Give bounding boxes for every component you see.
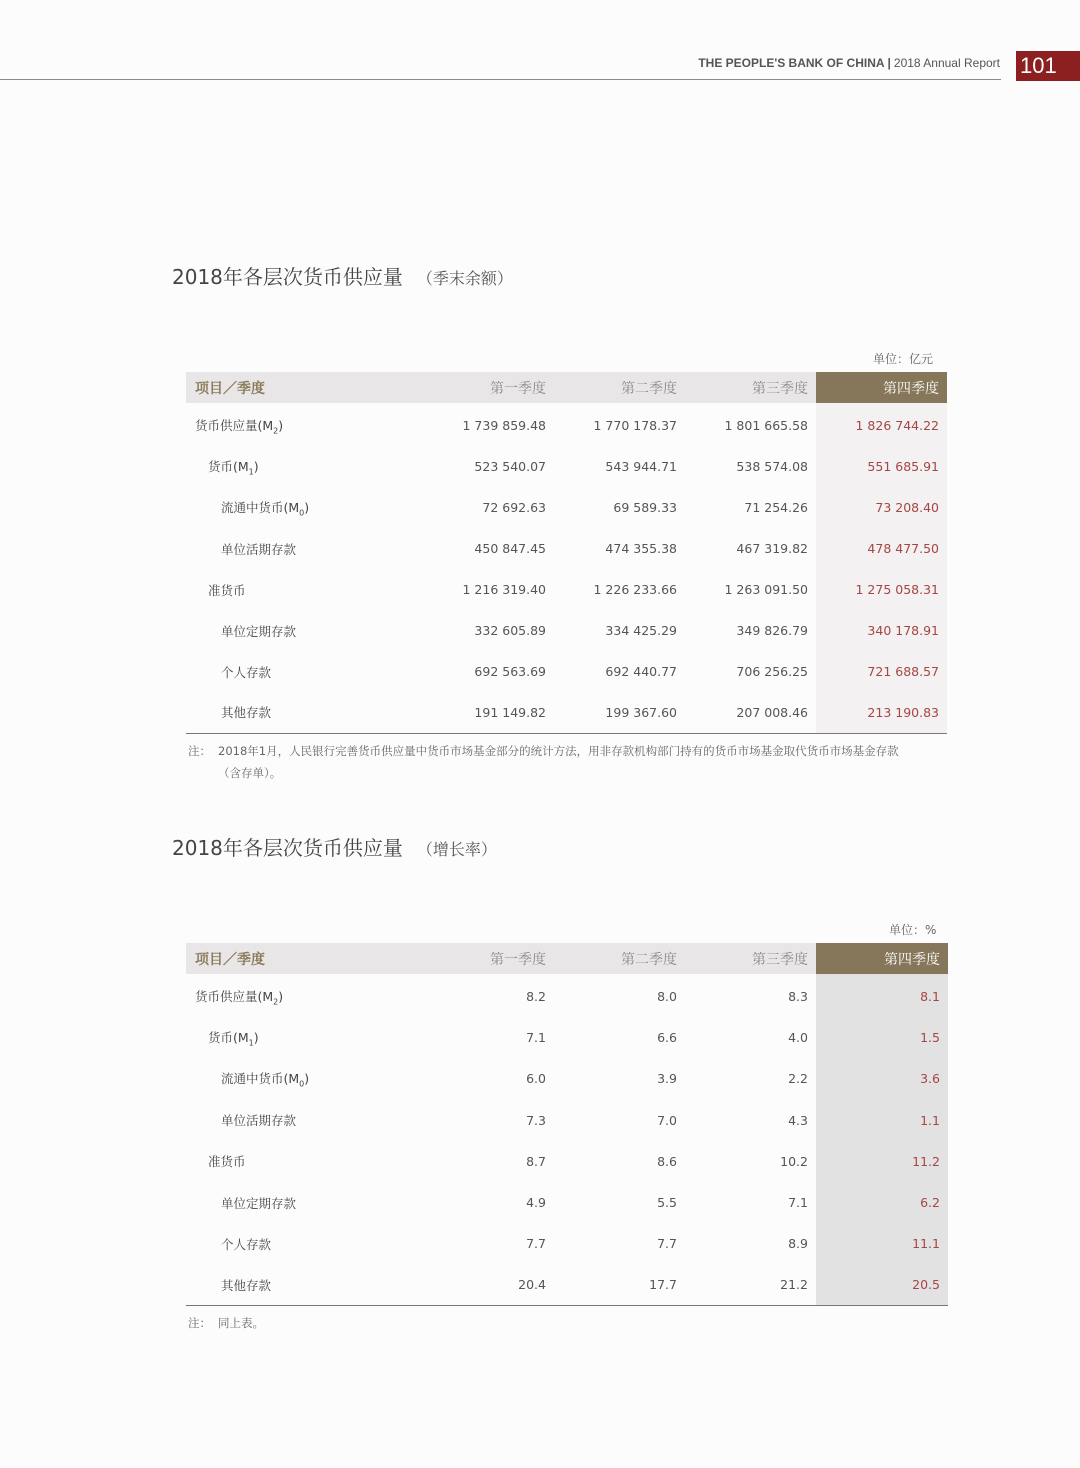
- table-row: [186, 692, 947, 733]
- row-label: [186, 976, 423, 1017]
- table2-growth-rate: [186, 943, 948, 1306]
- table-cell-q2: 6.6: [657, 1030, 677, 1046]
- table1-body: [186, 403, 947, 733]
- table-cell-q3: 2.2: [788, 1071, 808, 1087]
- table-cell-q3: 8.3: [788, 989, 808, 1005]
- table-row: [186, 487, 947, 528]
- table1-note-line1: [188, 740, 958, 762]
- table1-title: [172, 261, 513, 290]
- table-cell-q4: 213 190.83: [816, 692, 947, 733]
- table1-note-text: 2018年1月，人民银行完善货币供应量中货币市场基金部分的统计方法，用非存款机构部门持有的货币市场基金取代货币市场基金存款: [218, 744, 899, 758]
- table2-col-header-2: 第二季度: [554, 943, 685, 974]
- table-cell-q4: 8.1: [816, 976, 948, 1017]
- table-row: [186, 1058, 948, 1099]
- table-cell-q1: 4.9: [526, 1195, 546, 1211]
- row-label-text: 个人存款: [221, 664, 272, 680]
- header-org: THE PEOPLE'S BANK OF CHINA: [698, 56, 885, 70]
- table-row: [186, 446, 947, 487]
- table-cell-q4: 1.5: [816, 1017, 948, 1058]
- row-label-close: ): [304, 499, 310, 515]
- table-cell-q1: 450 847.45: [474, 541, 546, 556]
- table-cell-q4: 1.1: [816, 1100, 948, 1141]
- table-cell-q2: 5.5: [657, 1195, 677, 1211]
- table2-note: [188, 1312, 264, 1334]
- table-cell-q2: 7.7: [657, 1236, 677, 1252]
- row-label: [186, 1058, 423, 1099]
- row-label: [186, 651, 423, 692]
- table-cell-q2: 334 425.29: [605, 623, 677, 638]
- table-row: [186, 569, 947, 610]
- table-cell-q3: 10.2: [780, 1153, 808, 1169]
- table2-unit: 单位：%: [889, 923, 937, 937]
- table1-title-paren: （季末余额）: [416, 269, 513, 288]
- row-label-text: 单位定期存款: [221, 1195, 297, 1211]
- table-cell-q4: 11.2: [816, 1141, 948, 1182]
- table-cell-q4: 3.6: [816, 1058, 948, 1099]
- table-cell-q2: 692 440.77: [605, 664, 677, 679]
- table-cell-q1: 8.7: [526, 1153, 546, 1169]
- table-cell-q2: 8.0: [657, 989, 677, 1005]
- table-cell-q1: 1 739 859.48: [462, 418, 546, 433]
- table-cell-q2: 1 226 233.66: [593, 582, 677, 597]
- row-label-subscript: 2: [273, 426, 279, 436]
- table-cell-q1: 191 149.82: [423, 692, 554, 733]
- row-label-text: 流通中货币(M: [221, 1071, 300, 1087]
- table-cell-q3: 4.3: [788, 1112, 808, 1128]
- table-cell-q2: 543 944.71: [605, 459, 677, 474]
- table-cell-q4: 1 826 744.22: [816, 405, 947, 446]
- table-cell-q4: 11.1: [816, 1223, 948, 1264]
- table1-note-label: 注：: [188, 744, 211, 758]
- table2-col-header-0: 项目／季度: [186, 943, 423, 974]
- table-cell-q4: 721 688.57: [816, 651, 947, 692]
- row-label: [186, 405, 423, 446]
- table1-col-header-2: 第二季度: [554, 372, 685, 403]
- row-label-subscript: 0: [299, 1079, 305, 1089]
- row-label: [186, 610, 423, 651]
- table-cell-q3: 1 801 665.58: [724, 418, 808, 433]
- table-cell-q3: 467 319.82: [736, 541, 808, 556]
- row-label-text: 流通中货币(M: [221, 499, 300, 515]
- table-cell-q4: 6.2: [816, 1182, 948, 1223]
- table-cell-q1: 72 692.63: [482, 500, 546, 515]
- row-label-text: 单位定期存款: [221, 623, 297, 639]
- table-row: [186, 405, 947, 446]
- table-cell-q4: 340 178.91: [816, 610, 947, 651]
- table-cell-q2: 7.0: [657, 1112, 677, 1128]
- table1-col-header-3: 第三季度: [685, 372, 816, 403]
- row-label-close: ): [253, 1030, 259, 1046]
- row-label-text: 货币(M: [208, 458, 249, 474]
- table2-title-main: 2018年各层次货币供应量: [172, 836, 403, 860]
- table-row: [186, 1017, 948, 1058]
- row-label-text: 其他存款: [221, 1277, 272, 1293]
- table-cell-q1: 7.1: [526, 1030, 546, 1046]
- table-row: [186, 610, 947, 651]
- table-cell-q2: 1 770 178.37: [593, 418, 677, 433]
- row-label-subscript: 2: [273, 997, 279, 1007]
- table1-unit: 单位：亿元: [873, 352, 934, 366]
- table-cell-q3: 706 256.25: [736, 664, 808, 679]
- row-label: [186, 1264, 423, 1305]
- row-label-text: 货币供应量(M: [195, 988, 274, 1004]
- table2-body: [186, 974, 948, 1306]
- table1-col-header-4: 第四季度: [816, 372, 947, 403]
- table-cell-q2: 474 355.38: [605, 541, 677, 556]
- table-cell-q3: 207 008.46: [685, 692, 816, 733]
- row-label-text: 货币供应量(M: [195, 417, 274, 433]
- row-label: [186, 1182, 423, 1223]
- table2-col-header-1: 第一季度: [423, 943, 554, 974]
- table-cell-q2: 8.6: [657, 1153, 677, 1169]
- table-row: [186, 1182, 948, 1223]
- table-cell-q1: 1 216 319.40: [462, 582, 546, 597]
- table-cell-q3: 8.9: [788, 1236, 808, 1252]
- table-cell-q3: 4.0: [788, 1030, 808, 1046]
- row-label-close: ): [278, 988, 284, 1004]
- table2-note-label: 注：: [188, 1316, 211, 1330]
- row-label: [186, 1223, 423, 1264]
- page-number: 101: [1016, 51, 1080, 81]
- table-cell-q4: 1 275 058.31: [816, 569, 947, 610]
- table-cell-q4: 73 208.40: [816, 487, 947, 528]
- row-label-subscript: 0: [299, 508, 305, 518]
- table-cell-q4: 478 477.50: [816, 528, 947, 569]
- table-cell-q1: 332 605.89: [474, 623, 546, 638]
- row-label: [186, 1100, 423, 1141]
- table1-col-header-1: 第一季度: [423, 372, 554, 403]
- row-label: [186, 1017, 423, 1058]
- row-label: [186, 446, 423, 487]
- row-label-close: ): [278, 417, 284, 433]
- table-cell-q4: 551 685.91: [816, 446, 947, 487]
- table1-note: [188, 740, 958, 784]
- row-label-text: 准货币: [208, 582, 246, 598]
- row-label-text: 准货币: [208, 1154, 246, 1170]
- table-cell-q1: 7.7: [526, 1236, 546, 1252]
- table2-col-header-4: 第四季度: [816, 943, 948, 974]
- table1-title-main: 2018年各层次货币供应量: [172, 265, 403, 289]
- table-cell-q2: 199 367.60: [554, 692, 685, 733]
- row-label: [186, 487, 423, 528]
- row-label-close: ): [304, 1071, 310, 1087]
- table-cell-q1: 20.4: [423, 1264, 554, 1305]
- table-row: [186, 528, 947, 569]
- table1-col-header-0: 项目／季度: [186, 372, 423, 403]
- table-cell-q3: 538 574.08: [736, 459, 808, 474]
- table-cell-q2: 17.7: [554, 1264, 685, 1305]
- table-row: [186, 1264, 948, 1305]
- table2-header-row: [186, 943, 948, 974]
- running-header: [698, 56, 1000, 70]
- table-row: [186, 1141, 948, 1182]
- row-label-text: 货币(M: [208, 1030, 249, 1046]
- table-cell-q1: 523 540.07: [474, 459, 546, 474]
- table-cell-q4: 20.5: [816, 1264, 948, 1305]
- table2-note-text: 同上表。: [218, 1316, 264, 1330]
- row-label: [186, 1141, 423, 1182]
- row-label: [186, 528, 423, 569]
- table1-note-line2: （含存单）。: [218, 766, 282, 780]
- table-row: [186, 1100, 948, 1141]
- row-label-text: 单位活期存款: [221, 1113, 297, 1129]
- table-cell-q1: 8.2: [526, 989, 546, 1005]
- table1-quarter-end-balance: [186, 372, 947, 734]
- row-label-subscript: 1: [248, 467, 254, 477]
- header-rule: [0, 79, 1001, 80]
- table-row: [186, 651, 947, 692]
- table-cell-q3: 7.1: [788, 1195, 808, 1211]
- row-label: [186, 692, 423, 733]
- header-separator: |: [887, 56, 891, 70]
- table-row: [186, 1223, 948, 1264]
- table-row: [186, 976, 948, 1017]
- table-cell-q3: 71 254.26: [744, 500, 808, 515]
- header-report: 2018 Annual Report: [893, 56, 1000, 70]
- table2-col-header-3: 第三季度: [685, 943, 816, 974]
- table-cell-q3: 349 826.79: [736, 623, 808, 638]
- table-cell-q3: 1 263 091.50: [724, 582, 808, 597]
- table-cell-q1: 7.3: [526, 1112, 546, 1128]
- table1-header-row: [186, 372, 947, 403]
- table2-title-paren: （增长率）: [416, 840, 497, 859]
- table-cell-q2: 69 589.33: [613, 500, 677, 515]
- row-label: [186, 569, 423, 610]
- row-label-text: 单位活期存款: [221, 541, 297, 557]
- table-cell-q2: 3.9: [657, 1071, 677, 1087]
- row-label-text: 个人存款: [221, 1236, 272, 1252]
- row-label-subscript: 1: [248, 1038, 254, 1048]
- table-cell-q1: 692 563.69: [474, 664, 546, 679]
- table-cell-q3: 21.2: [685, 1264, 816, 1305]
- row-label-text: 其他存款: [221, 705, 272, 721]
- table-cell-q1: 6.0: [526, 1071, 546, 1087]
- row-label-close: ): [253, 458, 259, 474]
- table2-title: [172, 832, 497, 861]
